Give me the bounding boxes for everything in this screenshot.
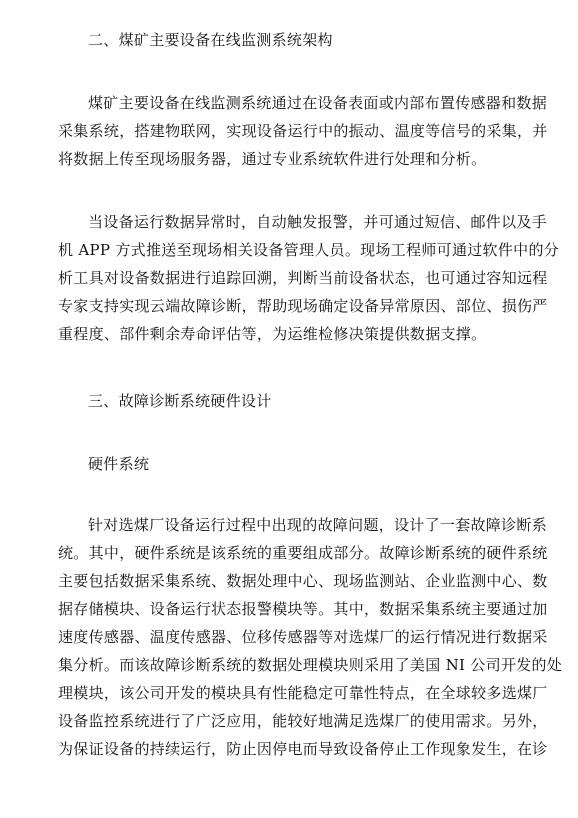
paragraph-line: 统。其中，硬件系统是该系统的重要组成部分。故障诊断系统的硬件系统: [58, 544, 548, 562]
paragraph-line: 速度传感器、温度传感器、位移传感器等对选煤厂的运行情况进行数据采: [58, 628, 548, 646]
paragraph-line: 针对选煤厂设备运行过程中出现的故障问题，设计了一套故障诊断系: [88, 516, 548, 534]
paragraph-line: 设备监控系统进行了广泛应用，能较好地满足选煤厂的使用需求。另外，: [58, 712, 548, 730]
paragraph-line: 为保证设备的持续运行，防止因停电而导致设备停止工作现象发生，在诊: [58, 740, 548, 758]
paragraph-line: 煤矿主要设备在线监测系统通过在设备表面或内部布置传感器和数据: [88, 94, 548, 112]
paragraph-line: 重程度、部件剩余寿命评估等，为运维检修决策提供数据支撑。: [58, 325, 487, 343]
paragraph-line: 理模块，该公司开发的模块具有性能稳定可靠性特点，在全球较多选煤厂: [58, 684, 548, 702]
paragraph-line: 专家支持实现云端故障诊断，帮助现场确定设备异常原因、部位、损伤严: [58, 297, 548, 315]
section-heading-architecture: 二、煤矿主要设备在线监测系统架构: [88, 31, 333, 49]
paragraph-line: 析工具对设备数据进行追踪回溯，判断当前设备状态，也可通过容知远程: [58, 269, 548, 287]
paragraph-line: 据存储模块、设备运行状态报警模块等。其中，数据采集系统主要通过加: [58, 600, 548, 618]
paragraph-line: 集分析。而该故障诊断系统的数据处理模块则采用了美国 NI 公司开发的处: [58, 656, 563, 674]
paragraph-line: 当设备运行数据异常时，自动触发报警，并可通过短信、邮件以及手: [88, 213, 548, 231]
section-heading-hardware-design: 三、故障诊断系统硬件设计: [88, 392, 272, 410]
paragraph-line: 将数据上传至现场服务器，通过专业系统软件进行处理和分析。: [58, 150, 487, 168]
paragraph-line: 机 APP 方式推送至现场相关设备管理人员。现场工程师可通过软件中的分: [58, 241, 560, 259]
paragraph-line: 主要包括数据采集系统、数据处理中心、现场监测站、企业监测中心、数: [58, 572, 548, 590]
paragraph-line: 采集系统，搭建物联网，实现设备运行中的振动、温度等信号的采集，并: [58, 122, 548, 140]
subsection-heading-hardware-system: 硬件系统: [88, 455, 150, 473]
